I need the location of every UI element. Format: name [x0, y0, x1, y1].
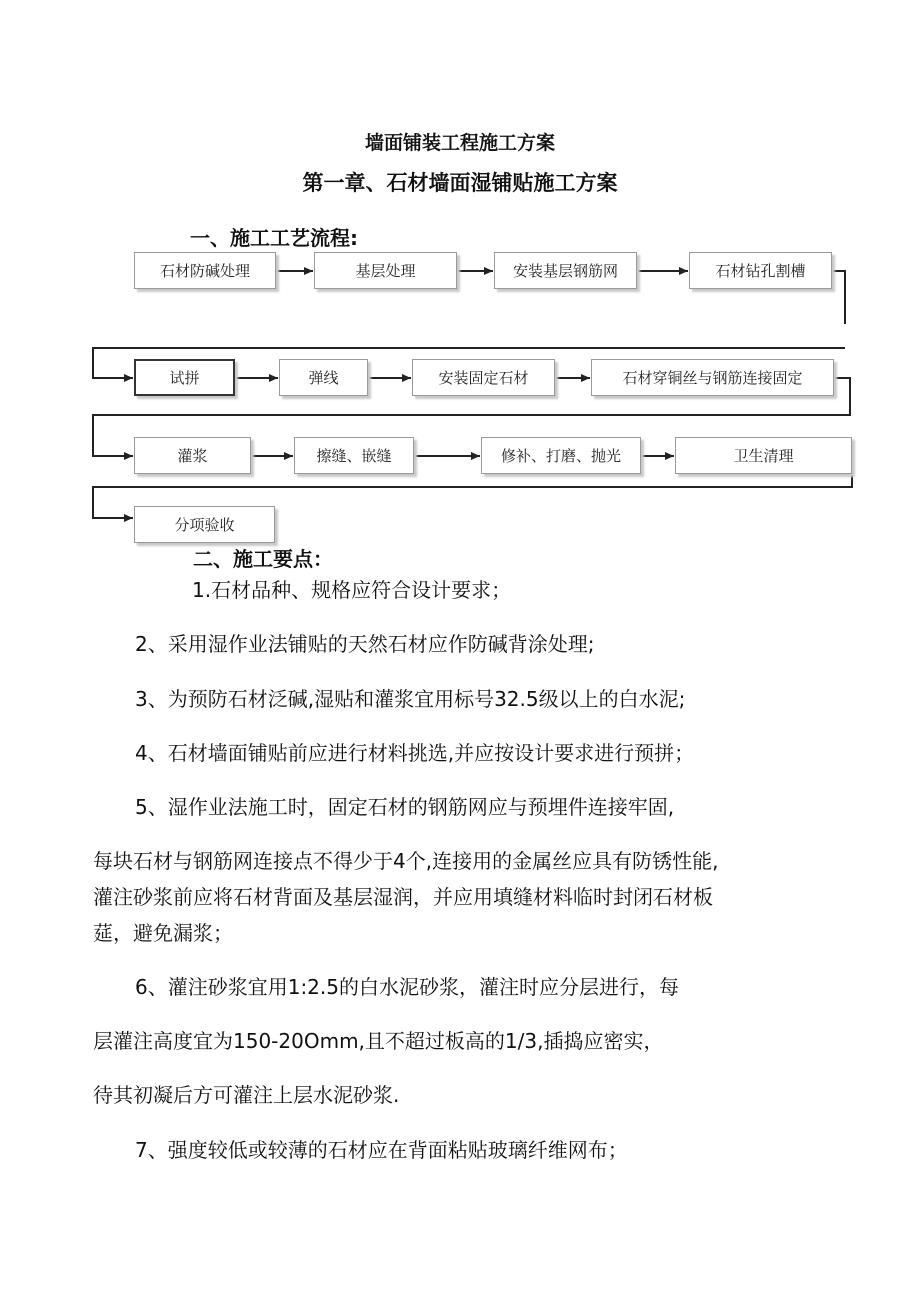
flow-connector: [832, 271, 845, 324]
paragraph-line: 待其初凝后方可灌注上层水泥砂浆.: [93, 1083, 400, 1107]
paragraph-line: 灌注砂浆前应将石材背面及基层湿润，并应用填缝材料临时封闭石材板: [93, 885, 713, 909]
paragraph-line: 1.石材品种、规格应符合设计要求；: [192, 578, 512, 602]
flow-step-box: 安装基层钢筋网: [494, 252, 637, 289]
paragraph-line: 5、湿作业法施工时，固定石材的钢筋网应与预埋件连接牢固,: [135, 795, 675, 819]
chapter-title: 第一章、石材墙面湿铺贴施工方案: [302, 171, 618, 195]
section-heading-process-flow: 一、施工工艺流程:: [190, 226, 358, 250]
flow-step-box: 擦缝、嵌缝: [294, 437, 414, 474]
flow-step-box: 基层处理: [314, 252, 457, 289]
paragraph-line: 层灌注高度宜为150-20Omm,且不超过板高的1/3,插捣应密实，: [93, 1029, 664, 1053]
flow-step-box: 分项验收: [134, 506, 275, 543]
paragraph-line: 3、为预防石材泛碱,湿贴和灌浆宜用标号32.5级以上的白水泥;: [135, 687, 686, 711]
paragraph-line: 每块石材与钢筋网连接点不得少于4个,连接用的金属丝应具有防锈性能,: [93, 849, 719, 873]
flow-step-box: 试拼: [134, 359, 235, 396]
paragraph-line: 4、石材墙面铺贴前应进行材料挑选,并应按设计要求进行预拼；: [135, 741, 695, 765]
paragraph-line: 7、强度较低或较薄的石材应在背面粘贴玻璃纤维网布；: [135, 1138, 628, 1162]
paragraph-line: 莚，避免漏浆；: [93, 921, 233, 945]
paragraph-line: 2、采用湿作业法铺贴的天然石材应作防碱背涂处理;: [135, 632, 595, 656]
flow-step-box: 弹线: [279, 359, 368, 396]
section-heading-key-points: 二、施工要点：: [193, 547, 333, 571]
flow-step-box: 石材穿铜丝与钢筋连接固定: [591, 359, 834, 396]
flow-step-box: 石材防碱处理: [134, 252, 276, 289]
flow-step-box: 石材钻孔割槽: [689, 252, 832, 289]
document-title: 墙面铺装工程施工方案: [364, 132, 555, 154]
paragraph-line: 6、灌注砂浆宜用1:2.5的白水泥砂浆，灌注时应分层进行，每: [135, 975, 679, 999]
flow-step-box: 修补、打磨、抛光: [481, 437, 641, 474]
flow-step-box: 卫生清理: [675, 437, 852, 474]
flow-step-box: 安装固定石材: [412, 359, 555, 396]
flow-step-box: 灌浆: [134, 437, 251, 474]
